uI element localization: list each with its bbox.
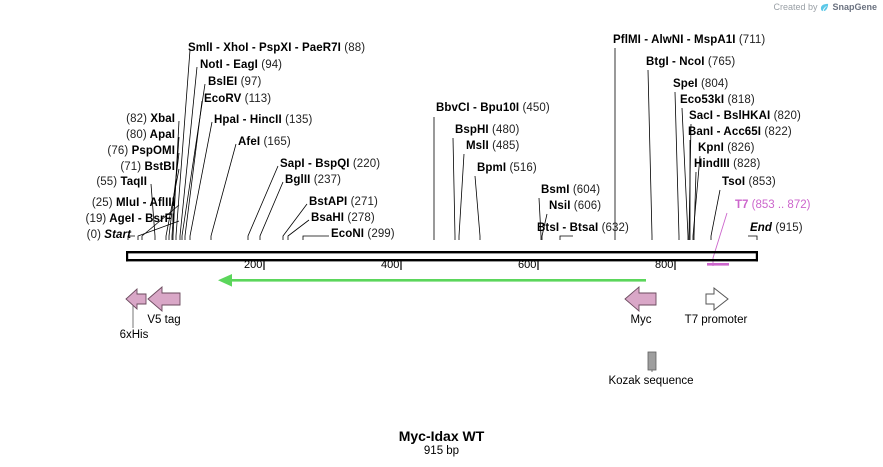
- ruler-tick-200: 200: [244, 259, 263, 271]
- enzyme-label-smli[interactable]: [188, 42, 365, 54]
- ruler-tick-400: 400: [381, 259, 400, 271]
- feature-pos-start: (0): [86, 229, 101, 241]
- enzyme-name-kpni: KpnI: [698, 142, 724, 154]
- enzyme-label-msli[interactable]: [466, 140, 519, 152]
- feature-caption-6xhis[interactable]: 6xHis: [119, 329, 149, 341]
- enzyme-name-bani: BanI - Acc65I: [688, 126, 762, 138]
- enzyme-pos-pspomi: (76): [107, 145, 129, 157]
- enzyme-pos-ecorv: (113): [244, 93, 272, 105]
- enzyme-name-bstbi: BstBI: [144, 161, 175, 173]
- enzyme-name-bslei: BslEI: [208, 76, 238, 88]
- sequence-length: 915 bp: [423, 445, 460, 457]
- enzyme-name-pspomi: PspOMI: [131, 145, 175, 157]
- enzyme-pos-kpni: (826): [727, 142, 755, 154]
- enzyme-label-bslei[interactable]: [208, 76, 261, 88]
- enzyme-label-taqii[interactable]: [0, 176, 147, 188]
- enzyme-pos-noti: (94): [261, 59, 283, 71]
- enzyme-name-bpmi: BpmI: [477, 162, 507, 174]
- enzyme-pos-nsii: (606): [573, 200, 602, 212]
- enzyme-name-hpai: HpaI - HincII: [214, 114, 282, 126]
- enzyme-pos-sapi: (220): [352, 158, 381, 170]
- enzyme-label-bpmi[interactable]: [477, 162, 537, 174]
- enzyme-label-bsahi[interactable]: [311, 212, 375, 224]
- feature-label-start[interactable]: [0, 229, 131, 241]
- enzyme-pos-hindiii: (828): [733, 158, 761, 170]
- enzyme-label-sapi[interactable]: [280, 158, 380, 170]
- enzyme-pos-bstapi: (271): [350, 196, 378, 208]
- enzyme-pos-bsahi: (278): [347, 212, 375, 224]
- enzyme-name-econi: EcoNI: [331, 228, 365, 240]
- enzyme-pos-bani: (822): [764, 126, 792, 138]
- enzyme-pos-btgi: (765): [707, 56, 736, 68]
- enzyme-label-bstapi[interactable]: [309, 196, 378, 208]
- enzyme-pos-afei: (165): [263, 136, 291, 148]
- enzyme-label-bglii[interactable]: [285, 174, 341, 186]
- enzyme-label-econi[interactable]: [331, 228, 395, 240]
- enzyme-label-btsi[interactable]: [537, 222, 629, 234]
- feature-label-t7[interactable]: [735, 199, 810, 211]
- enzyme-label-noti[interactable]: [200, 59, 282, 71]
- enzyme-label-nsii[interactable]: [549, 200, 601, 212]
- enzyme-name-mlui: MluI - AflIII: [115, 197, 175, 209]
- enzyme-label-tsoi[interactable]: [722, 176, 776, 188]
- enzyme-label-eco53ki[interactable]: [680, 94, 755, 106]
- enzyme-label-bsphi[interactable]: [455, 124, 519, 136]
- feature-pos-end: (915): [775, 222, 803, 234]
- enzyme-pos-spei: (804): [700, 78, 729, 90]
- feature-caption-kozak[interactable]: Kozak sequence: [608, 375, 694, 387]
- watermark-created-by: Created by: [773, 2, 818, 12]
- enzyme-label-bani[interactable]: [688, 126, 792, 138]
- enzyme-name-spei: SpeI: [673, 78, 698, 90]
- enzyme-pos-hpai: (135): [285, 114, 313, 126]
- enzyme-name-bsphi: BspHI: [455, 124, 489, 136]
- enzyme-label-saci[interactable]: [689, 110, 801, 122]
- enzyme-name-msli: MslI: [466, 140, 489, 152]
- feature-name-t7: T7: [735, 199, 749, 211]
- enzyme-name-tsoi: TsoI: [722, 176, 746, 188]
- enzyme-pos-xbai: (82): [126, 113, 148, 125]
- enzyme-name-pflmi: PflMI - AlwNI - MspA1I: [613, 34, 736, 46]
- enzyme-pos-tsoi: (853): [748, 176, 776, 188]
- enzyme-pos-btsi: (632): [601, 222, 629, 234]
- enzyme-name-eco53ki: Eco53kI: [680, 94, 725, 106]
- enzyme-name-bsmi: BsmI: [541, 184, 570, 196]
- enzyme-pos-pflmi: (711): [738, 34, 766, 46]
- enzyme-label-afei[interactable]: [238, 136, 291, 148]
- enzyme-pos-smli: (88): [344, 42, 366, 54]
- enzyme-name-btgi: BtgI - NcoI: [646, 56, 705, 68]
- enzyme-pos-eco53ki: (818): [727, 94, 755, 106]
- enzyme-name-nsii: NsiI: [549, 200, 571, 212]
- enzyme-name-bglii: BglII: [285, 174, 311, 186]
- enzyme-name-ecorv: EcoRV: [204, 93, 242, 105]
- enzyme-name-bbvci: BbvCI - Bpu10I: [436, 102, 520, 114]
- enzyme-pos-saci: (820): [773, 110, 801, 122]
- enzyme-pos-bstbi: (71): [120, 161, 142, 173]
- enzyme-pos-apai: (80): [125, 129, 147, 141]
- enzyme-name-bstapi: BstAPI: [309, 196, 348, 208]
- enzyme-name-hindiii: HindIII: [694, 158, 730, 170]
- enzyme-label-xbai[interactable]: [0, 113, 175, 125]
- enzyme-name-xbai: XbaI: [150, 113, 175, 125]
- enzyme-pos-bsphi: (480): [492, 124, 520, 136]
- enzyme-label-kpni[interactable]: [698, 142, 755, 154]
- enzyme-label-bsmi[interactable]: [541, 184, 600, 196]
- enzyme-name-smli: SmlI - XhoI - PspXI - PaeR7I: [188, 42, 341, 54]
- feature-label-end[interactable]: [750, 222, 803, 234]
- enzyme-pos-msli: (485): [492, 140, 520, 152]
- enzyme-pos-bslei: (97): [240, 76, 262, 88]
- enzyme-name-btsi: BtsI - BtsaI: [537, 222, 599, 234]
- enzyme-name-apai: ApaI: [149, 129, 175, 141]
- enzyme-name-saci: SacI - BslHKAI: [689, 110, 771, 122]
- enzyme-name-noti: NotI - EagI: [200, 59, 258, 71]
- enzyme-label-hindiii[interactable]: [694, 158, 761, 170]
- enzyme-pos-bsmi: (604): [572, 184, 601, 196]
- enzyme-label-ecorv[interactable]: [204, 93, 271, 105]
- ruler-tick-600: 600: [518, 259, 537, 271]
- enzyme-pos-bbvci: (450): [522, 102, 550, 114]
- feature-caption-myc[interactable]: Myc: [630, 314, 652, 326]
- enzyme-label-bbvci[interactable]: [436, 102, 550, 114]
- feature-caption-v5-tag[interactable]: V5 tag: [147, 314, 181, 326]
- enzyme-label-spei[interactable]: [673, 78, 728, 90]
- enzyme-pos-mlui: (25): [91, 197, 113, 209]
- enzyme-label-agei[interactable]: [0, 213, 175, 225]
- ruler-tick-800: 800: [655, 259, 674, 271]
- enzyme-label-hpai[interactable]: [214, 114, 312, 126]
- enzyme-label-btgi[interactable]: [646, 56, 735, 68]
- feature-caption-t7-promoter[interactable]: T7 promoter: [684, 314, 748, 326]
- enzyme-name-agei: AgeI - BsrFI: [109, 213, 175, 225]
- enzyme-name-taqii: TaqII: [120, 176, 147, 188]
- enzyme-label-pflmi[interactable]: [613, 34, 765, 46]
- enzyme-label-mlui[interactable]: [0, 197, 175, 209]
- enzyme-pos-taqii: (55): [96, 176, 118, 188]
- enzyme-pos-bpmi: (516): [509, 162, 537, 174]
- page-title: Myc-Idax WT: [398, 428, 485, 444]
- enzyme-label-pspomi[interactable]: [0, 145, 175, 157]
- enzyme-name-bsahi: BsaHI: [311, 212, 345, 224]
- enzyme-name-afei: AfeI: [238, 136, 261, 148]
- enzyme-name-sapi: SapI - BspQI: [280, 158, 350, 170]
- enzyme-pos-agei: (19): [85, 213, 107, 225]
- enzyme-label-bstbi[interactable]: [0, 161, 175, 173]
- feature-name-start: Start: [104, 229, 131, 241]
- feature-pos-t7: (853 .. 872): [751, 199, 811, 211]
- enzyme-label-apai[interactable]: [0, 129, 175, 141]
- feature-name-end: End: [750, 222, 773, 234]
- enzyme-pos-bglii: (237): [313, 174, 342, 186]
- watermark-brand: SnapGene: [832, 2, 877, 12]
- enzyme-pos-econi: (299): [367, 228, 395, 240]
